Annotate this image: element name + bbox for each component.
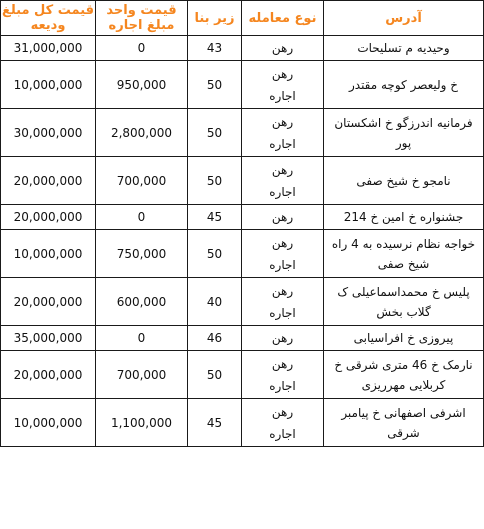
transaction-type-cell — [242, 61, 324, 109]
address-cell: نارمک خ 46 متری شرقی خ کربلایی مهرریزی — [324, 351, 484, 399]
area-cell: 50 — [188, 61, 242, 109]
transaction-type-cell — [242, 109, 324, 157]
unit-price-cell: 950,000 — [96, 61, 188, 109]
area-cell: 50 — [188, 230, 242, 278]
table-header-row — [1, 1, 484, 36]
header-address: آدرس — [324, 1, 484, 36]
transaction-type-cell — [242, 278, 324, 326]
address-cell: جشنواره خ امین خ 214 — [324, 205, 484, 230]
transaction-type-cell — [242, 205, 324, 230]
area-cell: 50 — [188, 157, 242, 205]
total-price-cell: 20,000,000 — [1, 278, 96, 326]
unit-price-cell: 600,000 — [96, 278, 188, 326]
transaction-type-label: رهن — [271, 41, 294, 55]
transaction-type-cell — [242, 399, 324, 447]
table-row — [1, 36, 484, 61]
transaction-type-label: رهن — [271, 114, 294, 129]
header-area: زیر بنا — [188, 1, 242, 36]
total-price-cell: 20,000,000 — [1, 205, 96, 230]
table-row — [1, 61, 484, 109]
unit-price-cell: 0 — [96, 205, 188, 230]
unit-price-cell: 0 — [96, 326, 188, 351]
table-row — [1, 278, 484, 326]
address-cell: خ ولیعصر کوچه مقتدر — [324, 61, 484, 109]
table-row — [1, 230, 484, 278]
transaction-type-cell — [242, 157, 324, 205]
total-price-cell: 30,000,000 — [1, 109, 96, 157]
transaction-type-label: رهن — [271, 331, 294, 345]
unit-price-cell: 700,000 — [96, 157, 188, 205]
table-body — [1, 36, 484, 447]
area-cell: 50 — [188, 109, 242, 157]
header-unit-price: قیمت واحد مبلغ اجاره — [96, 1, 188, 36]
table-row — [1, 157, 484, 205]
address-cell: اشرفی اصفهانی خ پیامبر شرقی — [324, 399, 484, 447]
transaction-type-label: اجاره — [269, 378, 296, 393]
total-price-cell: 35,000,000 — [1, 326, 96, 351]
address-cell: فرمانیه اندرزگو خ اشکستان پور — [324, 109, 484, 157]
table-row — [1, 351, 484, 399]
table-row — [1, 326, 484, 351]
transaction-type-label: رهن — [271, 235, 294, 250]
unit-price-cell: 0 — [96, 36, 188, 61]
transaction-type-cell — [242, 351, 324, 399]
address-cell: خواجه نظام نرسیده به 4 راه شیخ صفی — [324, 230, 484, 278]
area-cell: 43 — [188, 36, 242, 61]
transaction-type-label: رهن — [271, 162, 294, 177]
transaction-type-cell — [242, 230, 324, 278]
transaction-type-cell — [242, 36, 324, 61]
total-price-cell: 20,000,000 — [1, 157, 96, 205]
table-row — [1, 109, 484, 157]
address-cell: نامجو خ شیخ صفی — [324, 157, 484, 205]
transaction-type-label: اجاره — [269, 88, 296, 103]
address-cell: پیروزی خ افراسیابی — [324, 326, 484, 351]
unit-price-cell: 2,800,000 — [96, 109, 188, 157]
unit-price-cell: 1,100,000 — [96, 399, 188, 447]
transaction-type-cell — [242, 326, 324, 351]
address-cell: پلیس خ محمداسماعیلی ک گلاب بخش — [324, 278, 484, 326]
transaction-type-label: اجاره — [269, 426, 296, 441]
transaction-type-label: رهن — [271, 404, 294, 419]
area-cell: 46 — [188, 326, 242, 351]
transaction-type-label: رهن — [271, 66, 294, 81]
table-row — [1, 399, 484, 447]
total-price-cell: 10,000,000 — [1, 399, 96, 447]
table-row — [1, 205, 484, 230]
total-price-cell: 31,000,000 — [1, 36, 96, 61]
transaction-type-label: اجاره — [269, 257, 296, 272]
unit-price-cell: 700,000 — [96, 351, 188, 399]
header-transaction-type: نوع معامله — [242, 1, 324, 36]
transaction-type-label: اجاره — [269, 305, 296, 320]
area-cell: 50 — [188, 351, 242, 399]
transaction-type-label: رهن — [271, 283, 294, 298]
transaction-type-label: اجاره — [269, 184, 296, 199]
address-cell: وحیدیه م تسلیحات — [324, 36, 484, 61]
transaction-type-label: اجاره — [269, 136, 296, 151]
header-total-price: قیمت کل مبلغ ودیعه — [1, 1, 96, 36]
unit-price-cell: 750,000 — [96, 230, 188, 278]
area-cell: 45 — [188, 205, 242, 230]
total-price-cell: 10,000,000 — [1, 61, 96, 109]
total-price-cell: 20,000,000 — [1, 351, 96, 399]
total-price-cell: 10,000,000 — [1, 230, 96, 278]
transaction-type-label: رهن — [271, 210, 294, 224]
transaction-type-label: رهن — [271, 356, 294, 371]
area-cell: 40 — [188, 278, 242, 326]
area-cell: 45 — [188, 399, 242, 447]
